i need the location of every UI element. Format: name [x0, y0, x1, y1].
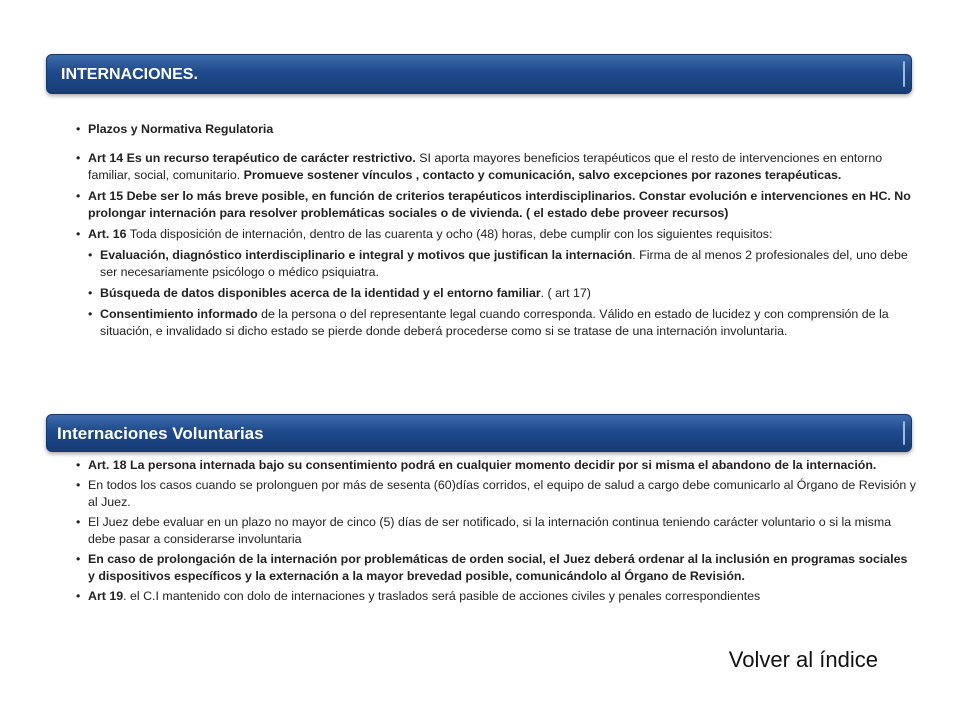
list-item: • Art. 16 Toda disposición de internación, dentro de las cuarenta y ocho (48) horas, debe cumplir con los siguientes requisitos:	[76, 226, 916, 243]
sub-list-item: • Evaluación, diagnóstico interdisciplinario e integral y motivos que justifican la internación. Firma de al menos 2 profesionales del, uno debe ser necesariamente psicólogo o médico psiquiatra.	[88, 247, 916, 281]
sub-list-item: • Consentimiento informado de la persona o del representante legal cuando corresponda. Válido en estado de lucidez y con comprensión de la situación, e invalidado si dicho estado se pierde donde deberá procederse como si se tratase de una internación involuntaria.	[88, 306, 916, 340]
section-title: INTERNACIONES.	[61, 66, 198, 83]
list-item: • Art 14 Es un recurso terapéutico de carácter restrictivo. SI aporta mayores beneficios terapéuticos que el resto de intervenciones en entorno familiar, social, comunitario. Promueve sostener vínculos , contacto y comunicación, salvo excepciones por razones terapéuticas.	[76, 150, 916, 184]
internaciones-list	[76, 121, 916, 340]
list-item: • Art. 18 La persona internada bajo su consentimiento podrá en cualquier momento decidir por si misma el abandono de la internación.	[76, 457, 916, 474]
sub-list-item: • Búsqueda de datos disponibles acerca de la identidad y el entorno familiar. ( art 17)	[88, 285, 916, 302]
internaciones-voluntarias-list	[76, 457, 916, 605]
section-title: Internaciones Voluntarias	[57, 424, 264, 443]
section-header-internaciones-voluntarias	[46, 414, 912, 452]
list-item: • El Juez debe evaluar en un plazo no mayor de cinco (5) días de ser notificado, si la internación continua teniendo carácter voluntario o si la misma debe pasar a considerarse involuntaria	[76, 514, 916, 548]
list-item: • Art 15 Debe ser lo más breve posible, en función de criterios terapéuticos interdisciplinarios. Constar evolución e intervenciones en HC. No prolongar internación para resolver problemáticas sociales o de vivienda. ( el estado debe proveer recursos)	[76, 188, 916, 222]
list-item: • En caso de prolongación de la internación por problemáticas de orden social, el Juez deberá ordenar al la inclusión en programas sociales y dispositivos específicos y la externación a la mayor brevedad posible, comunicándolo al Órgano de Revisión.	[76, 551, 916, 585]
list-item: • Plazos y Normativa Regulatoria	[76, 121, 916, 138]
section-header-internaciones	[46, 54, 912, 94]
list-item: • En todos los casos cuando se prolonguen por más de sesenta (60)días corridos, el equipo de salud a cargo debe comunicarlo al Órgano de Revisión y al Juez.	[76, 477, 916, 511]
list-item: • Art 19. el C.I mantenido con dolo de internaciones y traslados será pasible de acciones civiles y penales correspondientes	[76, 588, 916, 605]
back-to-index-link[interactable]: Volver al índice	[728, 647, 878, 672]
